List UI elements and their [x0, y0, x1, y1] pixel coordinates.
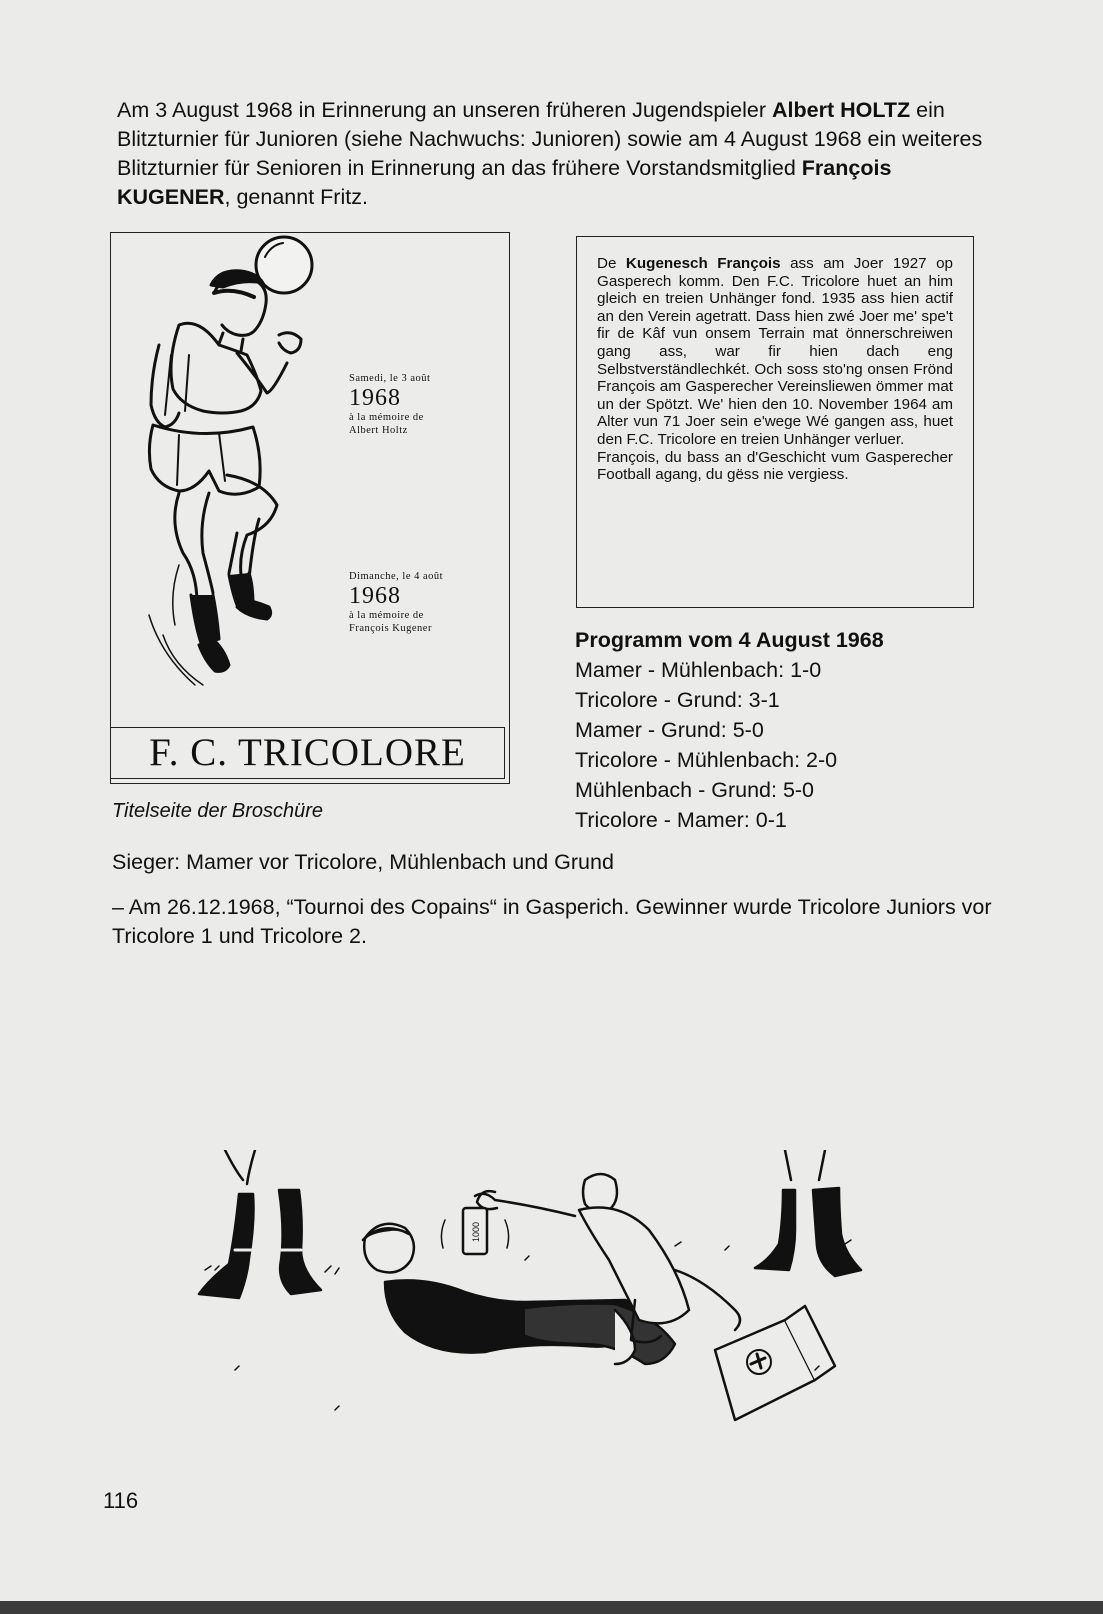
memorial-text-2: ass am Joer 1927 op Gasperech komm. Den F.C. Tricolore huet an him gleich en treien Unhänger fond. 1935 ass hien actif an den Verein agetratt. Dass hien zwé Joer me' spe't fir de Kâf vun onsem Terrain mat önnerschreiwen gang ass, war fir hien dach eng Selbstverständlechkét. Och soss sto'ng onsen Frönd François am Gasperecher Vereinsliewen ömmer mat un der Spötzt. We' hien den 10. November 1964 am Alter vun 71 Joer sein e'wege Wé gangen ass, huet den F.C. Tricolore en treien Unhänger verluer.	[597, 255, 953, 448]
intro-text-3: , genannt Fritz.	[224, 185, 368, 209]
event-sunday-year: 1968	[349, 583, 401, 609]
bottom-edge-bar	[0, 1601, 1103, 1614]
brochure-cover	[110, 232, 510, 784]
event-saturday-memory: à la mémoire de	[349, 412, 424, 423]
match-result: Tricolore - Grund: 3-1	[575, 688, 780, 712]
memorial-paragraph-1	[597, 255, 953, 449]
match-result: Tricolore - Mühlenbach: 2-0	[575, 748, 838, 772]
injured-player-cartoon	[195, 1150, 915, 1435]
event-sunday-day: Dimanche, le 4 août	[349, 571, 444, 582]
memorial-name: Kugenesch François	[625, 255, 781, 272]
intro-text-2: ein Blitzturnier für Junioren (siehe Nachwuchs: Junioren) sowie am 4 August 1968 ein weiteres Blitzturnier für Senioren in Erinnerung an das frühere Vorstandsmitglied	[117, 98, 983, 180]
event-saturday-person: Albert Holtz	[349, 425, 408, 436]
match-result: Mühlenbach - Grund: 5-0	[575, 778, 815, 802]
event-sunday-memory: à la mémoire de	[349, 610, 424, 621]
program-heading: Programm vom 4 August 1968	[575, 628, 884, 652]
memorial-paragraph-2: François, du bass an d'Geschicht vum Gasperecher Football agang, du gëss nie vergiess.	[597, 448, 953, 484]
match-result: Mamer - Grund: 5-0	[575, 718, 764, 742]
event-sunday	[349, 570, 443, 635]
match-result: Mamer - Mühlenbach: 1-0	[575, 658, 822, 682]
tournoi-paragraph: – Am 26.12.1968, “Tournoi des Copains“ in Gasperich. Gewinner wurde Tricolore Juniors vor Tricolore 1 und Tricolore 2.	[112, 895, 992, 948]
event-sunday-person: François Kugener	[349, 623, 432, 634]
intro-name-holtz: Albert HOLTZ	[772, 98, 911, 122]
footballer-heading-ball-illustration	[119, 235, 349, 715]
memorial-text-1: De	[597, 255, 626, 272]
event-saturday	[349, 372, 430, 437]
event-saturday-year: 1968	[349, 385, 401, 411]
event-saturday-day: Samedi, le 3 août	[349, 373, 431, 384]
page-number: 116	[103, 1488, 139, 1513]
intro-name-kugener: François KUGENER	[117, 156, 892, 209]
intro-paragraph	[117, 96, 987, 212]
intro-text-1: Am 3 August 1968 in Erinnerung an unseren früheren Jugendspieler	[117, 98, 772, 122]
winner-line: Sieger: Mamer vor Tricolore, Mühlenbach und Grund	[112, 850, 614, 874]
match-result: Tricolore - Mamer: 0-1	[575, 808, 787, 832]
memorial-text-box	[576, 236, 974, 608]
bottle-label: 1000	[471, 1221, 481, 1243]
brochure-caption: Titelseite der Broschüre	[112, 800, 324, 822]
brochure-title: F. C. TRICOLORE	[110, 727, 505, 779]
tournament-program	[575, 625, 884, 835]
